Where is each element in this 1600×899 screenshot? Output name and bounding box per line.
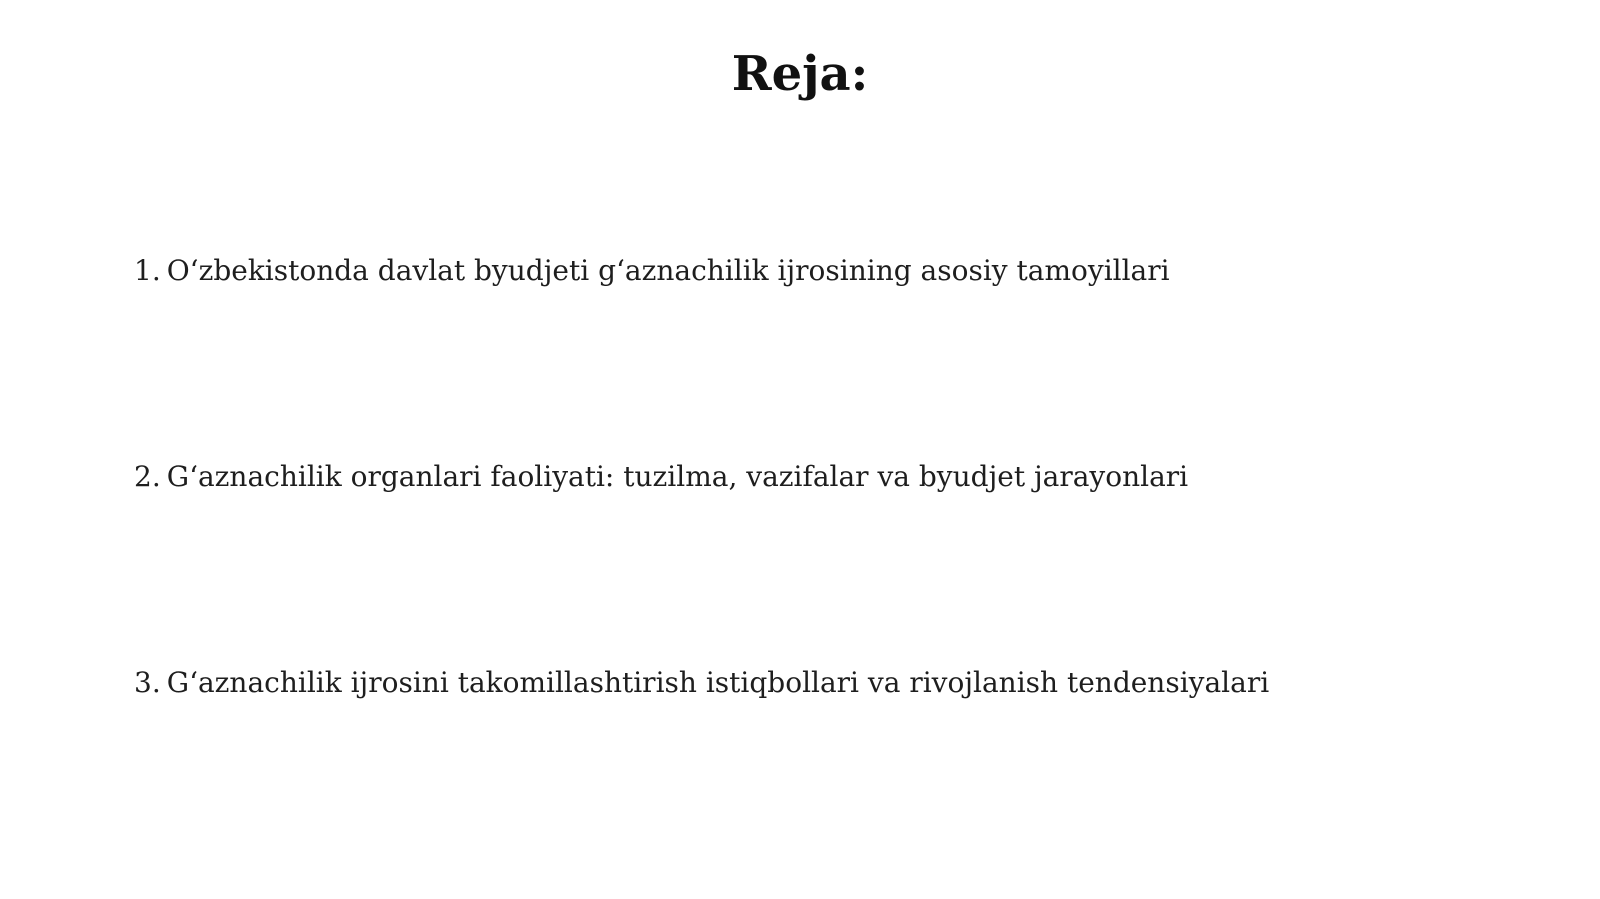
plan-item xyxy=(134,663,1534,703)
plan-item-text: G‘aznachilik ijrosini takomillashtirish istiqbollari va rivojlanish tendensiyalari xyxy=(166,666,1270,699)
plan-item-text: G‘aznachilik organlari faoliyati: tuzilma, vazifalar va byudjet jarayonlari xyxy=(166,460,1189,493)
plan-item-number: 3. xyxy=(134,666,161,699)
plan-item-number: 1. xyxy=(134,254,161,287)
slide-title: Reja: xyxy=(731,46,869,102)
plan-item-text: O‘zbekistonda davlat byudjeti g‘aznachilik ijrosining asosiy tamoyillari xyxy=(166,254,1170,287)
plan-item xyxy=(134,457,1534,497)
plan-item xyxy=(134,251,1534,291)
plan-item-number: 2. xyxy=(134,460,161,493)
